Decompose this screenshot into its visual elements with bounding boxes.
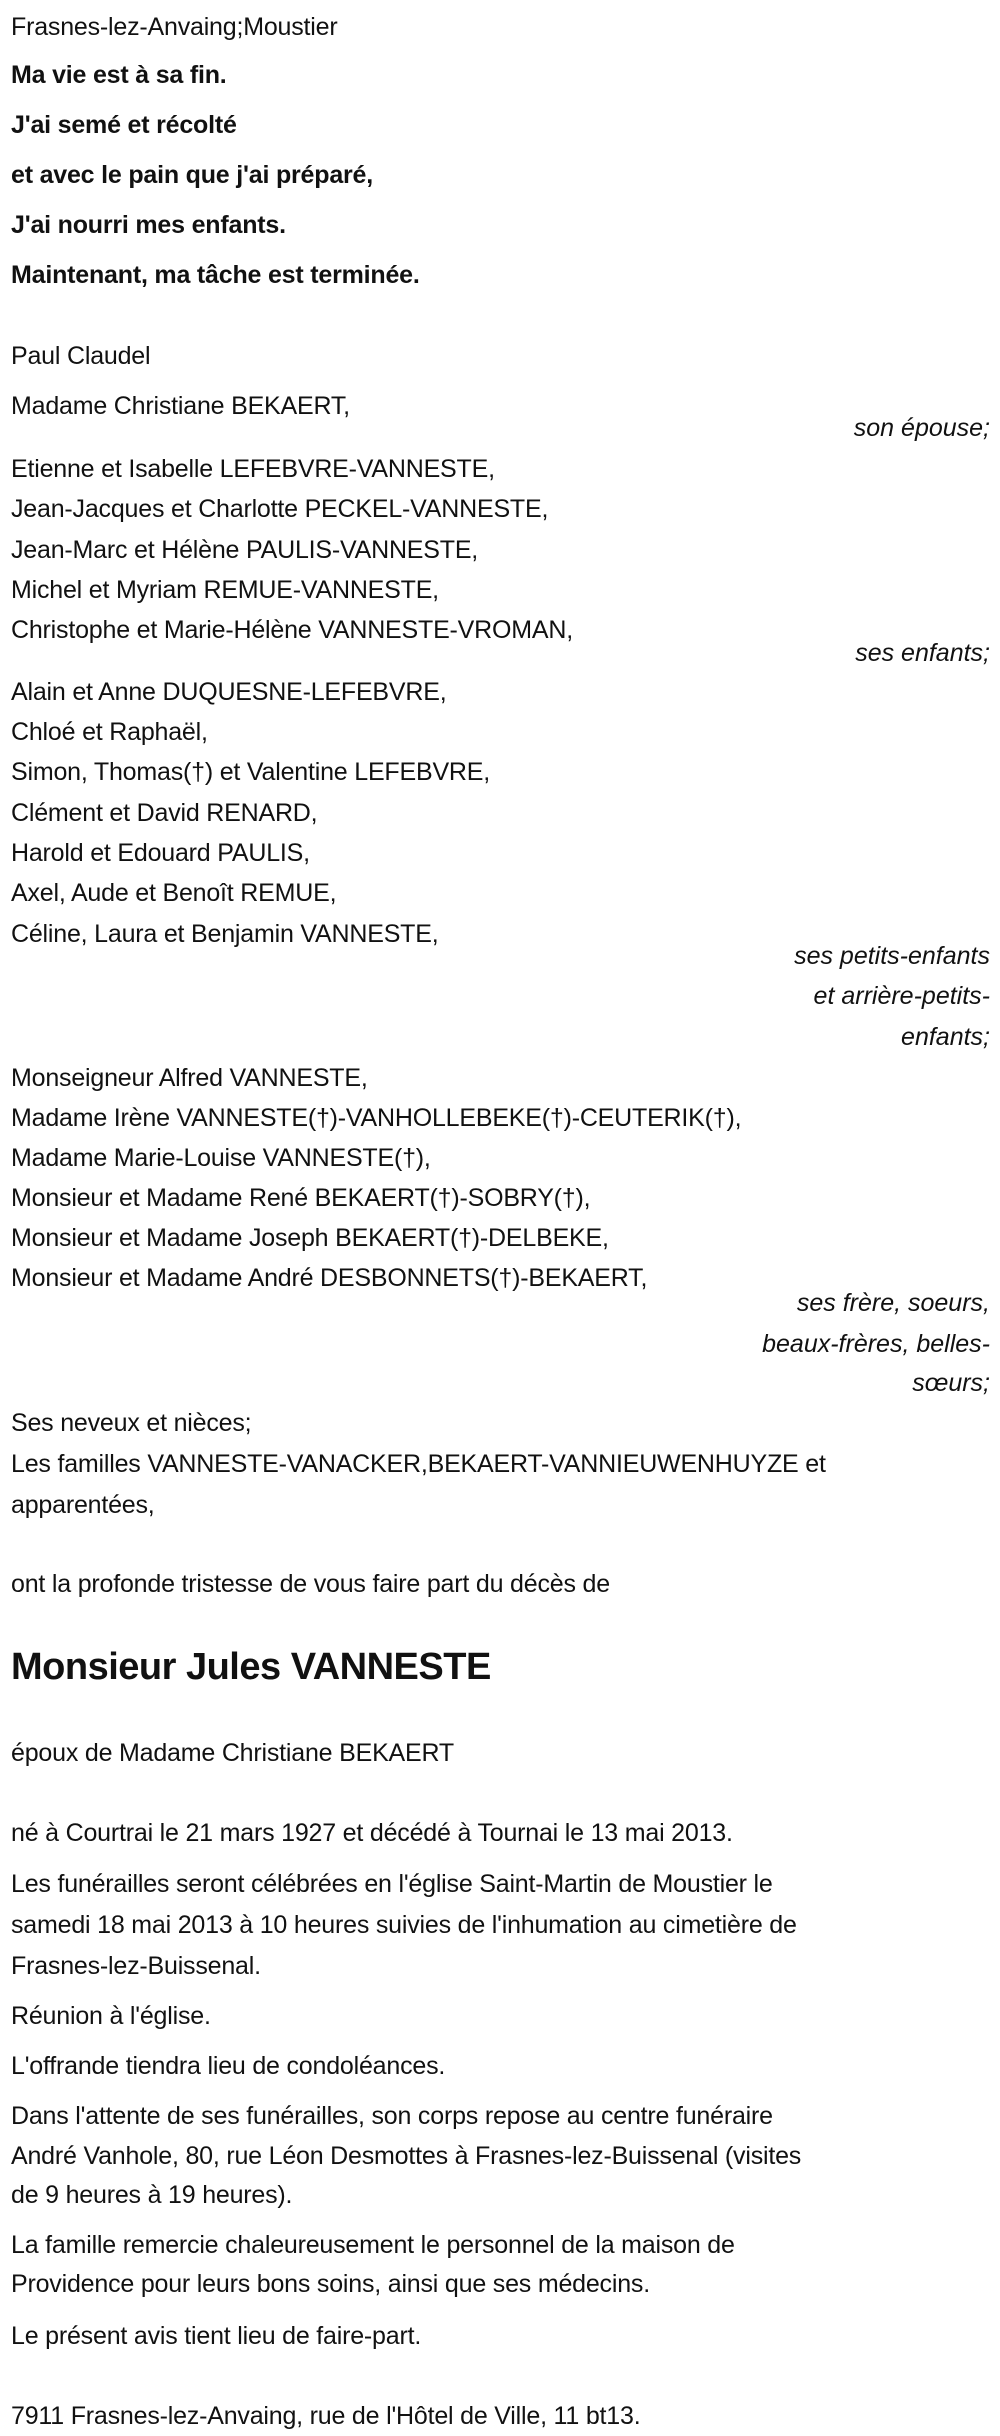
family-member: Monsieur et Madame Joseph BEKAERT(†)-DELBEKE, [11, 1224, 609, 1252]
family-member: Christophe et Marie-Hélène VANNESTE-VROMAN, [11, 616, 573, 644]
relation-label: ses petits-enfants [794, 942, 990, 970]
relatives-line: Ses neveux et nièces; [11, 1409, 252, 1437]
visitation-line: de 9 heures à 19 heures). [11, 2181, 293, 2209]
family-member: Etienne et Isabelle LEFEBVRE-VANNESTE, [11, 455, 495, 483]
visitation-line: André Vanhole, 80, rue Léon Desmottes à Frasnes-lez-Buissenal (visites [11, 2142, 802, 2170]
family-member: Monsieur et Madame André DESBONNETS(†)-BEKAERT, [11, 1264, 648, 1292]
poem-line: Ma vie est à sa fin. [11, 61, 227, 89]
offering-info: L'offrande tiendra lieu de condoléances. [11, 2052, 446, 2080]
funeral-line: samedi 18 mai 2013 à 10 heures suivies de l'inhumation au cimetière de [11, 1911, 797, 1939]
family-member: Axel, Aude et Benoît REMUE, [11, 879, 337, 907]
poem-author: Paul Claudel [11, 342, 151, 370]
family-member: Madame Christiane BEKAERT, [11, 392, 350, 420]
relation-label: beaux-frères, belles- [762, 1330, 990, 1358]
birth-death-info: né à Courtrai le 21 mars 1927 et décédé à Tournai le 13 mai 2013. [11, 1819, 733, 1847]
poem-line: et avec le pain que j'ai préparé, [11, 161, 374, 189]
deceased-name: Monsieur Jules VANNESTE [11, 1646, 491, 1688]
thanks-line: La famille remercie chaleureusement le personnel de la maison de [11, 2231, 735, 2259]
poem-line: J'ai nourri mes enfants. [11, 211, 286, 239]
location-line: Frasnes-lez-Anvaing;Moustier [11, 13, 338, 41]
deceased-spouse: époux de Madame Christiane BEKAERT [11, 1739, 454, 1767]
family-member: Simon, Thomas(†) et Valentine LEFEBVRE, [11, 758, 490, 786]
announcement-text: ont la profonde tristesse de vous faire part du décès de [11, 1570, 610, 1598]
family-member: Jean-Marc et Hélène PAULIS-VANNESTE, [11, 536, 479, 564]
meeting-info: Réunion à l'église. [11, 2002, 211, 2030]
poem-line: Maintenant, ma tâche est terminée. [11, 261, 420, 289]
family-member: Clément et David RENARD, [11, 799, 318, 827]
family-member: Alain et Anne DUQUESNE-LEFEBVRE, [11, 678, 447, 706]
relation-label: et arrière-petits- [813, 982, 990, 1010]
family-member: Chloé et Raphaël, [11, 718, 208, 746]
funeral-line: Les funérailles seront célébrées en l'église Saint-Martin de Moustier le [11, 1870, 773, 1898]
family-member: Céline, Laura et Benjamin VANNESTE, [11, 920, 439, 948]
family-member: Jean-Jacques et Charlotte PECKEL-VANNESTE, [11, 495, 549, 523]
relatives-line: apparentées, [11, 1491, 155, 1519]
address-line: 7911 Frasnes-lez-Anvaing, rue de l'Hôtel de Ville, 11 bt13. [11, 2402, 641, 2430]
family-member: Harold et Edouard PAULIS, [11, 839, 310, 867]
family-member: Madame Marie-Louise VANNESTE(†), [11, 1144, 431, 1172]
relatives-line: Les familles VANNESTE-VANACKER,BEKAERT-VANNIEUWENHUYZE et [11, 1450, 826, 1478]
notice-text: Le présent avis tient lieu de faire-part. [11, 2322, 422, 2350]
relation-label: ses frère, soeurs, [796, 1289, 990, 1317]
funeral-line: Frasnes-lez-Buissenal. [11, 1952, 261, 1980]
thanks-line: Providence pour leurs bons soins, ainsi que ses médecins. [11, 2270, 650, 2298]
relation-label: sœurs; [912, 1369, 990, 1397]
family-member: Madame Irène VANNESTE(†)-VANHOLLEBEKE(†)-CEUTERIK(†), [11, 1104, 742, 1132]
relation-label: enfants; [901, 1023, 990, 1051]
relation-label: ses enfants; [855, 639, 990, 667]
relation-label: son épouse; [853, 414, 990, 442]
family-member: Monsieur et Madame René BEKAERT(†)-SOBRY(†), [11, 1184, 591, 1212]
poem-line: J'ai semé et récolté [11, 111, 237, 139]
family-member: Michel et Myriam REMUE-VANNESTE, [11, 576, 439, 604]
family-member: Monseigneur Alfred VANNESTE, [11, 1064, 368, 1092]
visitation-line: Dans l'attente de ses funérailles, son corps repose au centre funéraire [11, 2102, 773, 2130]
